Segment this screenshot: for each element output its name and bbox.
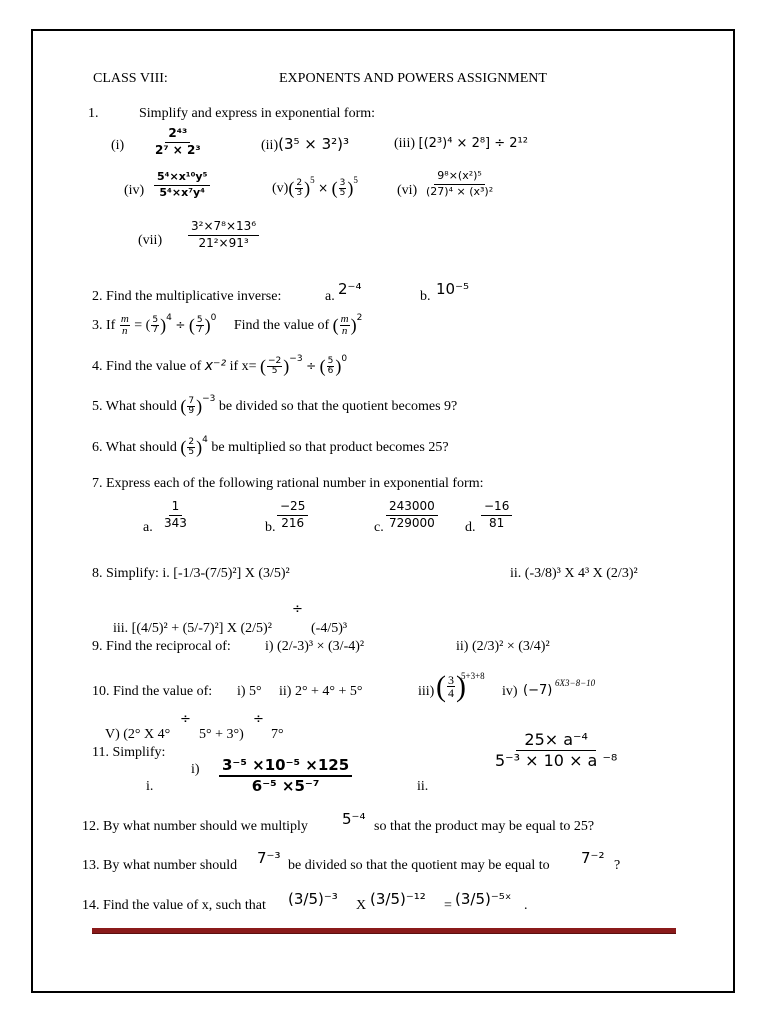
q13-mid: be divided so that the quotient may be equal to — [288, 858, 550, 873]
q14-end: . — [524, 898, 528, 913]
q8-ii: ii. (-3/8)³ X 4³ X (2/3)² — [510, 566, 638, 581]
q3-frac2-den: 7 — [196, 325, 203, 336]
q10-v-c: 7° — [271, 727, 284, 742]
q1-i-numerator: 2⁴³ — [165, 127, 190, 143]
q12-expression: 5⁻⁴ — [342, 810, 366, 828]
q1-v-frac1-den: 3 — [296, 188, 303, 199]
q3-frac2-num: 5 — [196, 315, 203, 326]
q1-number: 1. — [88, 106, 99, 121]
q5-frac-den: 9 — [188, 406, 195, 417]
q11-text: 11. Simplify: — [92, 745, 166, 760]
q8-iii: iii. [(4/5)² + (5/-7)²] X (2/5)² — [113, 621, 272, 636]
q6: 6. What should ( $\frac{2}{5}$ )$^4$ be multiplied so that product becomes 25? — [92, 435, 449, 458]
q1-vi-numerator: 9⁸×(x²)⁵ — [434, 170, 485, 185]
q1-i-fraction — [152, 127, 204, 158]
q7-a-fraction — [161, 500, 190, 531]
q1-iii — [394, 136, 528, 151]
q10-text: 10. Find the value of: — [92, 684, 213, 699]
q10-iv-exponent: 6X3−8−10 — [555, 678, 596, 688]
q7-a-den: 343 — [164, 515, 187, 530]
q3-divide: ÷ — [175, 318, 186, 333]
q12-post: so that the product may be equal to 25? — [374, 819, 595, 834]
q1-ii — [261, 136, 349, 153]
q1-vi-denominator: (27)⁴ × (x³)² — [426, 184, 494, 198]
q11-i-inner-label: i) — [191, 762, 200, 777]
q4-frac1-den: 5 — [271, 366, 278, 377]
q7-c-label: c. — [374, 520, 384, 535]
q7-b-num: −25 — [277, 500, 308, 516]
q1-vi-fraction — [423, 170, 496, 198]
q9-ii: ii) (2/3)² × (3/4)² — [456, 639, 550, 654]
q1-vii-label: (vii) — [138, 233, 163, 248]
q3-if: 3. If — [92, 318, 116, 334]
q9-text: 9. Find the reciprocal of: — [92, 639, 231, 654]
q8-divide-symbol: ÷ — [292, 602, 303, 617]
q4-if-x: if x= — [229, 359, 257, 375]
q5-post: be divided so that the quotient becomes 9? — [218, 399, 458, 415]
q11-ii-denominator: 5⁻³ × 10 × a ⁻⁸ — [495, 751, 618, 771]
page-title: EXPONENTS AND POWERS ASSIGNMENT — [279, 71, 547, 86]
q10-iv-base: (−7) — [523, 683, 553, 698]
q14-equals: = — [444, 898, 452, 913]
q7-c-fraction — [386, 500, 438, 531]
q3-exp1: 4 — [166, 313, 172, 323]
q1-iv-label: (iv) — [124, 183, 145, 198]
q3-mid-text: Find the value of — [233, 318, 330, 334]
q8-iii-tail: (-4/5)³ — [311, 621, 348, 636]
q10-i: i) 5° — [237, 684, 262, 699]
q3-n2: n — [341, 325, 348, 338]
q2-a-label: a. — [325, 289, 335, 304]
q1-v: (v)( $\frac{2}{3}$ )$^5$ × ( $\frac{3}{5}$ )$^5$ — [272, 175, 358, 199]
q10-iii-num: 3 — [448, 673, 454, 687]
q11-ii-label: ii. — [417, 779, 429, 794]
q6-exp: 4 — [202, 435, 208, 445]
q6-frac-num: 2 — [188, 437, 195, 448]
q11-ii-numerator: 25× a⁻⁴ — [516, 731, 596, 751]
q11-i-fraction — [219, 757, 352, 796]
q1-i-denominator: 2⁷ × 2³ — [155, 142, 201, 157]
q5: 5. What should ( $\frac{7}{9}$ )$^{-3}$ be divided so that the quotient becomes 9? — [92, 394, 458, 417]
q7-b-fraction — [277, 500, 308, 531]
q10-iii-expression: ( $\frac{3}{4}$ ) — [436, 670, 466, 703]
footer-rule — [92, 928, 676, 934]
q4-text: 4. Find the value of — [92, 359, 202, 375]
q3-frac1-num: 5 — [152, 315, 159, 326]
q7-d-label: d. — [465, 520, 476, 535]
q1-v-exp1: 5 — [310, 175, 315, 185]
q10-iii-den: 4 — [448, 686, 454, 700]
q1-v-exp2: 5 — [353, 175, 358, 185]
q7-c-den: 729000 — [389, 515, 435, 530]
q10-v-a: V) (2° X 4° — [105, 727, 171, 742]
q7-a-num: 1 — [169, 500, 183, 516]
q5-pre: 5. What should — [92, 399, 177, 415]
q2-b-label: b. — [420, 289, 431, 304]
q3: 3. If $\frac{m}{n}$ = ( $\frac{5}{7}$ )$^4$ ÷ ( $\frac{5}{7}$ )$^0$ Find the value of ( $\frac{m}{n}$ )$^2$ — [92, 313, 363, 338]
q14-term-c: (3/5)⁻⁵ˣ — [455, 890, 512, 908]
q14-pre: 14. Find the value of x, such that — [82, 898, 266, 913]
q4-divide: ÷ — [306, 359, 317, 374]
q7-d-fraction — [481, 500, 512, 531]
q13-expression-2: 7⁻² — [581, 849, 605, 867]
q7-d-num: −16 — [481, 500, 512, 516]
q7-d-den: 81 — [489, 515, 505, 530]
q10-v-b: 5° + 3°) — [199, 727, 244, 742]
q1-vii-denominator: 21²×91³ — [198, 235, 249, 250]
q1-iv-fraction — [154, 171, 210, 199]
q4-frac2-num: 5 — [327, 356, 334, 367]
q1-v-frac2-num: 3 — [339, 178, 346, 189]
q14-term-a: (3/5)⁻³ — [288, 890, 338, 908]
q1-i-label: (i) — [111, 138, 125, 153]
q7-a-label: a. — [143, 520, 153, 535]
q1-vii-numerator: 3²×7⁸×13⁶ — [188, 220, 259, 236]
q12-pre: 12. By what number should we multiply — [82, 819, 308, 834]
q4-frac2-den: 6 — [327, 366, 334, 377]
q10-iv-label: iv) — [502, 684, 518, 699]
q4-exp2: 0 — [341, 354, 348, 364]
q3-n: n — [122, 325, 128, 338]
page-border — [31, 29, 735, 993]
q1-vi-label: (vi) — [397, 183, 418, 198]
q3-exp3: 2 — [356, 313, 363, 323]
q11-i-denominator: 6⁻⁵ ×5⁻⁷ — [251, 777, 320, 796]
q1-vii-fraction — [188, 220, 259, 251]
q3-m2: m — [340, 313, 349, 326]
q10-iii-label: iii) — [418, 684, 435, 699]
q9-i: i) (2/-3)³ × (3/-4)² — [265, 639, 365, 654]
q1-iv-numerator: 5⁴×x¹⁰y⁵ — [154, 171, 210, 186]
q11-ii-fraction — [492, 731, 620, 771]
q7-b-label: b. — [265, 520, 276, 535]
q2-a-expression: 2⁻⁴ — [338, 280, 362, 298]
q5-frac-num: 7 — [188, 396, 195, 407]
q1-v-frac2-den: 5 — [339, 188, 346, 199]
q8-i: 8. Simplify: i. [-1/3-(7/5)²] X (3/5)² — [92, 566, 290, 581]
q2-b-expression: 10⁻⁵ — [436, 280, 470, 298]
q1-v-operator: × — [318, 181, 329, 195]
q14-times: X — [356, 898, 367, 913]
q6-frac-den: 5 — [188, 447, 195, 458]
q7-b-den: 216 — [281, 515, 305, 530]
q3-exp2: 0 — [210, 313, 217, 323]
q13-post: ? — [614, 858, 621, 873]
q1-iii-expression: [(2³)⁴ × 2⁸] ÷ 2¹² — [418, 136, 528, 151]
q7-text: 7. Express each of the following rational number in exponential form: — [92, 476, 484, 491]
q3-m: m — [120, 313, 129, 326]
q13-expression-1: 7⁻³ — [257, 849, 281, 867]
q10-divide-symbol-1: ÷ — [180, 712, 191, 727]
q14-term-b: (3/5)⁻¹² — [370, 890, 426, 908]
q11-i-label: i. — [146, 779, 154, 794]
q1-iii-label: (iii) — [394, 136, 415, 151]
q4-frac1-num: −2 — [268, 356, 282, 367]
q4: 4. Find the value of x⁻² if x= ( $\frac{-2}{5}$ )$^{-3}$ ÷ ( $\frac{5}{6}$ )$^0$ — [92, 354, 348, 377]
q1-v-label: (v) — [272, 181, 289, 196]
q10-iii-exponent: 5+3+8 — [461, 671, 485, 681]
q2-text: 2. Find the multiplicative inverse: — [92, 289, 282, 304]
q13-pre: 13. By what number should — [82, 858, 238, 873]
q10-divide-symbol-2: ÷ — [253, 712, 264, 727]
q4-exp1: −3 — [289, 354, 303, 364]
q1-v-frac1-num: 2 — [296, 178, 303, 189]
q3-frac1-den: 7 — [152, 325, 159, 336]
q7-c-num: 243000 — [386, 500, 438, 516]
q1-text: Simplify and express in exponential form: — [139, 106, 376, 121]
q6-pre: 6. What should — [92, 440, 177, 456]
q1-ii-expression: (3⁵ × 3²)³ — [278, 135, 350, 153]
q4-x-expression: x⁻² — [204, 358, 227, 375]
q6-post: be multiplied so that product becomes 25? — [211, 440, 449, 456]
class-label: CLASS VIII: — [93, 71, 168, 86]
q1-ii-label: (ii) — [261, 138, 279, 153]
q5-exp: −3 — [202, 394, 216, 404]
q11-i-numerator: 3⁻⁵ ×10⁻⁵ ×125 — [219, 757, 352, 777]
q3-equals: = ( — [134, 318, 151, 334]
q1-iv-denominator: 5⁴×x⁷y⁴ — [159, 185, 205, 199]
q10-ii: ii) 2° + 4° + 5° — [279, 684, 363, 699]
